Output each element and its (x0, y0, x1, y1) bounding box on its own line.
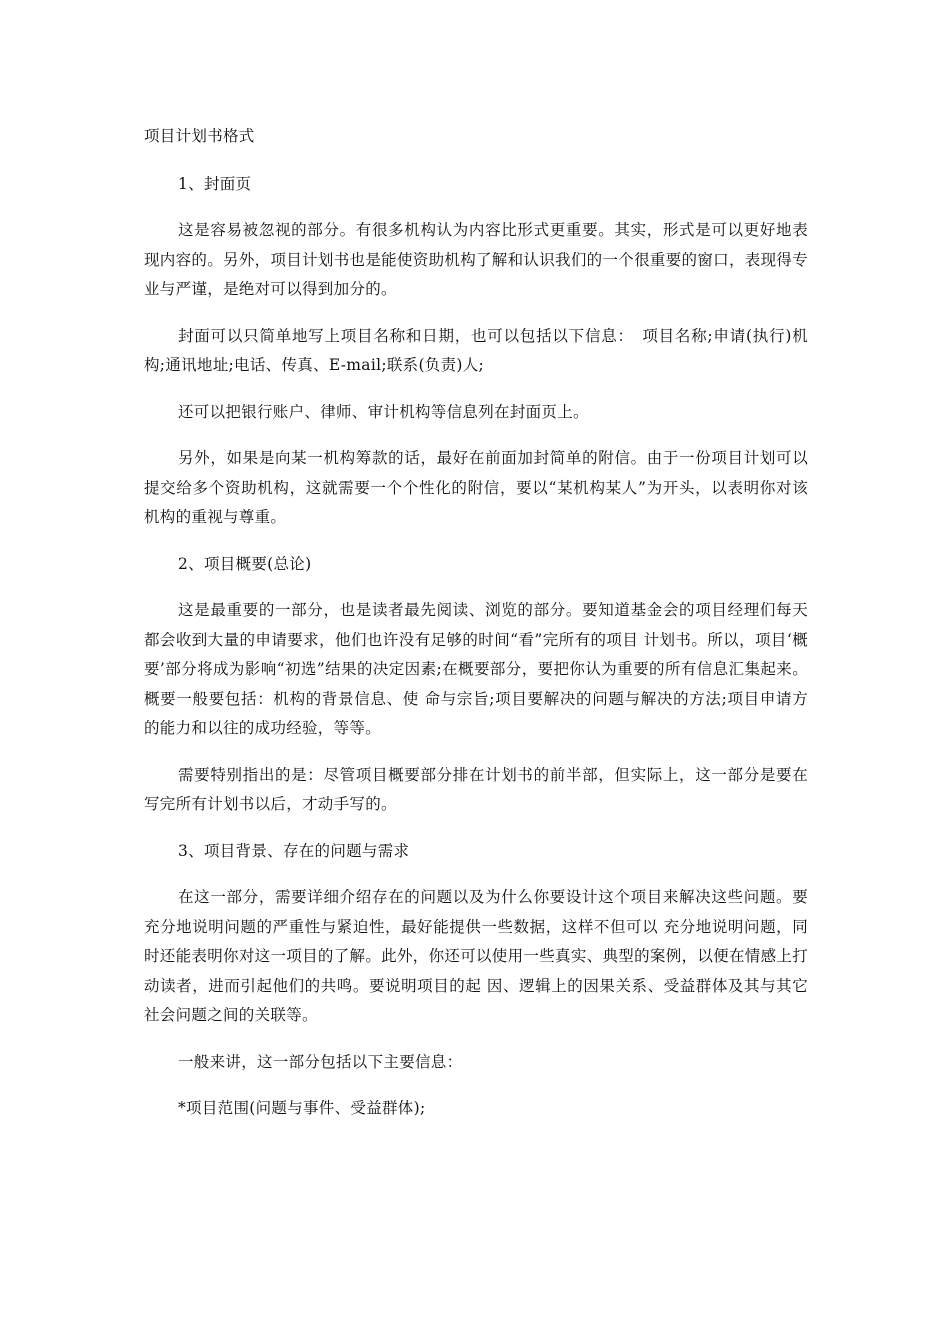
paragraph: 另外，如果是向某一机构筹款的话，最好在前面加封简单的附信。由于一份项目计划可以提交给多个资助机构，这就需要一个个性化的附信，要以“某机构某人”为开头，以表明你对该机构的重视与尊重。 (144, 449, 808, 526)
document-title: 项目计划书格式 (144, 127, 255, 145)
paragraph: 这是最重要的一部分，也是读者最先阅读、浏览的部分。要知道基金会的项目经理们每天都会收到大量的申请要求，他们也许没有足够的时间“看”完所有的项目 计划书。所以，项目‘概要’部分将成为影响“初选”结果的决定因素;在概要部分，要把你认为重要的所有信息汇集起来。概要一般要包括：机构的背景信息、使 命与宗旨;项目要解决的问题与解决的方法;项目申请方的能力和以往的成功经验，等等。 (144, 601, 808, 737)
list-item: *项目范围(问题与事件、受益群体); (178, 1099, 426, 1117)
paragraph: 需要特别指出的是：尽管项目概要部分排在计划书的前半部，但实际上，这一部分是要在写完所有计划书以后，才动手写的。 (144, 765, 808, 813)
document-body (144, 122, 808, 1141)
paragraph: 封面可以只简单地写上项目名称和日期，也可以包括以下信息： 项目名称;申请(执行)机构;通讯地址;电话、传真、E-mail;联系(负责)人; (144, 326, 808, 374)
paragraph: 一般来讲，这一部分包括以下主要信息： (178, 1052, 463, 1071)
paragraph: 这是容易被忽视的部分。有很多机构认为内容比形式更重要。其实，形式是可以更好地表现内容的。另外，项目计划书也是能使资助机构了解和认识我们的一个很重要的窗口，表现得专业与严谨，是绝对可以得到加分的。 (144, 221, 808, 298)
section-heading-project-summary: 2、项目概要(总论) (178, 554, 312, 573)
section-heading-project-background: 3、项目背景、存在的问题与需求 (178, 841, 410, 860)
paragraph: 在这一部分，需要详细介绍存在的问题以及为什么你要设计这个项目来解决这些问题。要充分地说明问题的严重性与紧迫性，最好能提供一些数据，这样不但可以 充分地说明问题，同时还能表明你对这一项目的了解。此外，你还可以使用一些真实、典型的案例，以便在情感上打动读者，进而引起他们的共鸣。要说明项目的起 因、逻辑上的因果关系、受益群体及其与其它社会问题之间的关联等。 (144, 888, 808, 1024)
section-heading-cover-page: 1、封面页 (178, 174, 252, 193)
paragraph: 还可以把银行账户、律师、审计机构等信息列在封面页上。 (178, 402, 589, 421)
